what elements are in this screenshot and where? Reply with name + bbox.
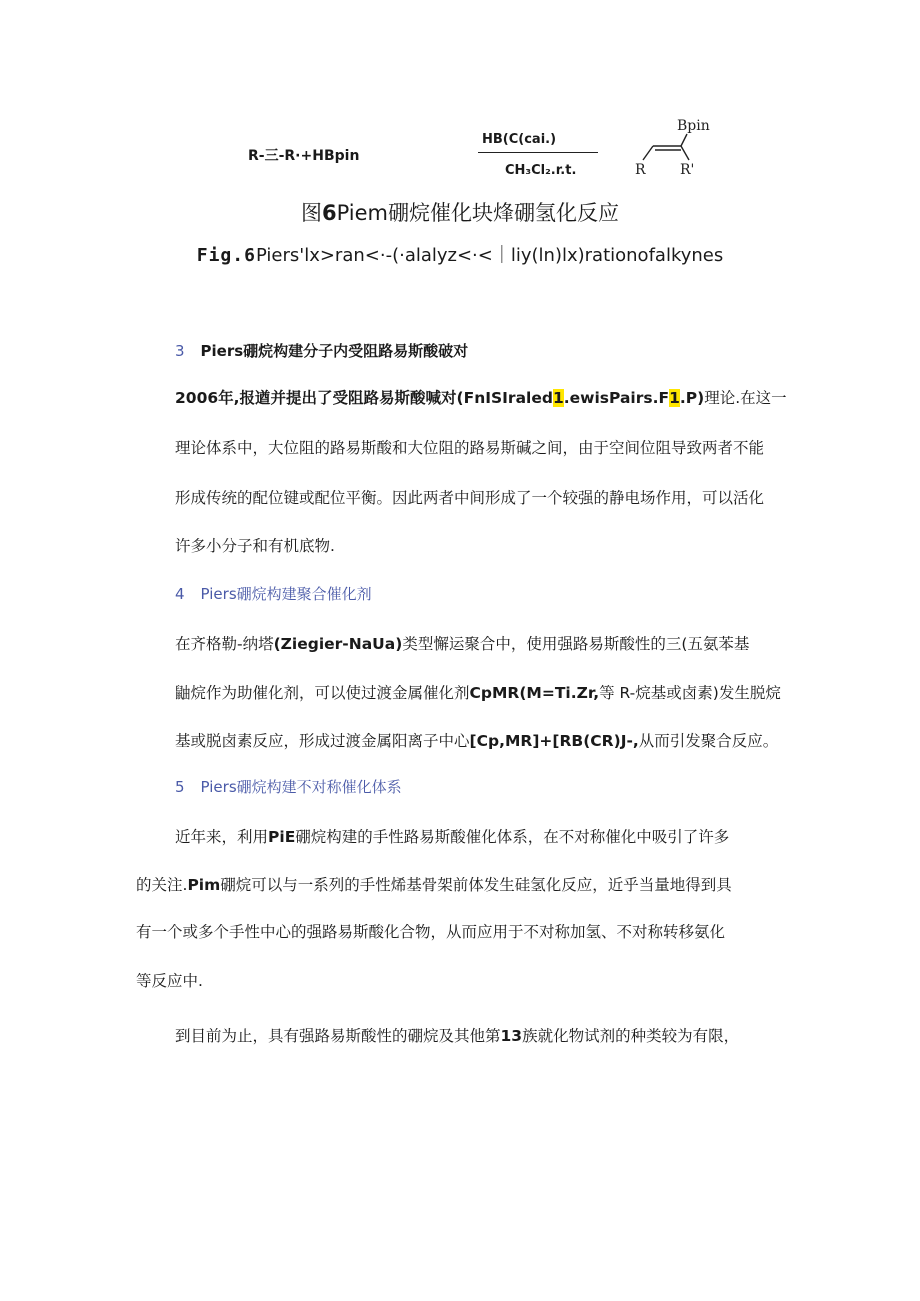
section-4-line-1 <box>175 632 749 654</box>
product-r1-label: R <box>635 162 646 178</box>
s4-l1-c: 类型懈运聚合中，使用强路易斯酸性的三(五氨苯基 <box>402 635 750 653</box>
section-5-line-2 <box>136 873 732 895</box>
section-3-title: Piers硼烷构建分子内受阻路易斯酸破对 <box>200 342 469 360</box>
product-r2-label: R' <box>680 162 695 178</box>
bond-r2 <box>681 146 689 160</box>
s3-l1-a: 2006年,报遒并提出了受阻路易斯酸喊对 <box>175 389 457 407</box>
s5p2-l1-b: 13 <box>500 1027 523 1045</box>
bond-b <box>681 134 687 146</box>
caption-en-label: Fig.6 <box>196 245 256 266</box>
s3-l1-highlight-2: 1 <box>669 389 680 407</box>
section-3-line-1 <box>175 386 787 408</box>
s4-l3-b: [Cp,MR]+[RB(CR)J-, <box>469 732 639 750</box>
s4-l2-a: 鼬烷作为助催化剂，可以使过渡金属催化剂 <box>175 684 470 702</box>
reaction-condition-bottom: CH₃Cl₂.r.t. <box>505 163 577 178</box>
section-3-line-4: 许多小分子和有机底物. <box>175 537 335 555</box>
s5-l2-b: Pim <box>187 876 221 894</box>
section-5-heading <box>175 776 402 797</box>
s3-l1-b: (FnISIraled <box>456 389 553 407</box>
s4-l2-c: 等 R-烷基或卤素)发生脱烷 <box>599 684 781 702</box>
s5p2-l1-a: 到目前为止，具有强路易斯酸性的硼烷及其他第 <box>175 1027 501 1045</box>
s5-l1-c: 硼烷构建的手性路易斯酸催化体系，在不对称催化中吸引了许多 <box>295 828 730 846</box>
section-5-number: 5 <box>175 778 185 796</box>
section-4-title: Piers硼烷构建聚合催化剂 <box>200 585 372 603</box>
s3-l1-highlight-1: 1 <box>552 389 564 407</box>
section-3-heading <box>175 340 468 361</box>
section-5-line-3: 有一个或多个手性中心的强路易斯酸化合物，从而应用于不对称加氢、不对称转移氨化 <box>136 923 726 941</box>
section-3-line-3: 形成传统的配位键或配位平衡。因此两者中间形成了一个较强的静电场作用，可以活化 <box>175 489 765 507</box>
figure-caption-chinese <box>0 197 920 227</box>
s4-l3-a: 基或脱卤素反应，形成过渡金属阳离子中心 <box>175 732 470 750</box>
section-4-number: 4 <box>175 585 185 603</box>
s5-l1-a: 近年来，利用 <box>175 828 269 846</box>
section-5-line-4: 等反应中. <box>136 972 203 990</box>
section-4-heading <box>175 583 372 604</box>
caption-en-text: Piers'lx>ran<·-(·alalyz<·<｜liy(ln)lx)rationofalkynes <box>255 245 724 266</box>
s4-l1-a: 在齐格勒-纳塔 <box>175 635 274 653</box>
section-4-line-3 <box>175 729 778 751</box>
s5p2-l1-c: 族就化物试剂的种类较为有限， <box>522 1027 740 1045</box>
vinyl-boronate-structure <box>625 112 725 182</box>
reaction-reactants: R-三-R·+HBpin <box>248 148 360 164</box>
product-bpin-label: Bpin <box>677 118 710 134</box>
figure-caption-english <box>0 241 920 267</box>
reaction-arrow <box>478 152 598 153</box>
s4-l1-b: (Ziegier-NaUa) <box>273 635 403 653</box>
s5-l2-a: 的关注. <box>136 876 188 894</box>
caption-prefix: 图 <box>300 201 322 225</box>
s4-l2-b: CpMR(M=Ti.Zr, <box>469 684 600 702</box>
section-5-title: Piers硼烷构建不对称催化体系 <box>200 778 402 796</box>
s3-l1-e: 理论.在这一 <box>704 389 787 407</box>
s5-l1-b: PiE <box>268 828 296 846</box>
s5-l2-c: 硼烷可以与一系列的手性烯基骨架前体发生硅氢化反应，近乎当量地得到具 <box>220 876 732 894</box>
bond-r1 <box>643 146 653 160</box>
reaction-condition-top: HB(C(cai.) <box>482 132 557 147</box>
s3-l1-d: .P) <box>679 389 705 407</box>
section-3-number: 3 <box>175 342 185 360</box>
caption-text: Piem硼烷催化块烽硼氢化反应 <box>336 201 620 225</box>
section-5-line-1 <box>175 825 729 847</box>
section-4-line-2 <box>175 681 781 703</box>
caption-number: 6 <box>321 201 337 225</box>
s3-l1-c: .ewisPairs.F <box>563 389 670 407</box>
s4-l3-c: 从而引发聚合反应。 <box>638 732 779 750</box>
section-3-line-2: 理论体系中，大位阻的路易斯酸和大位阻的路易斯碱之间，由于空间位阻导致两者不能 <box>175 439 765 457</box>
section-5-para2-line-1 <box>175 1024 739 1046</box>
